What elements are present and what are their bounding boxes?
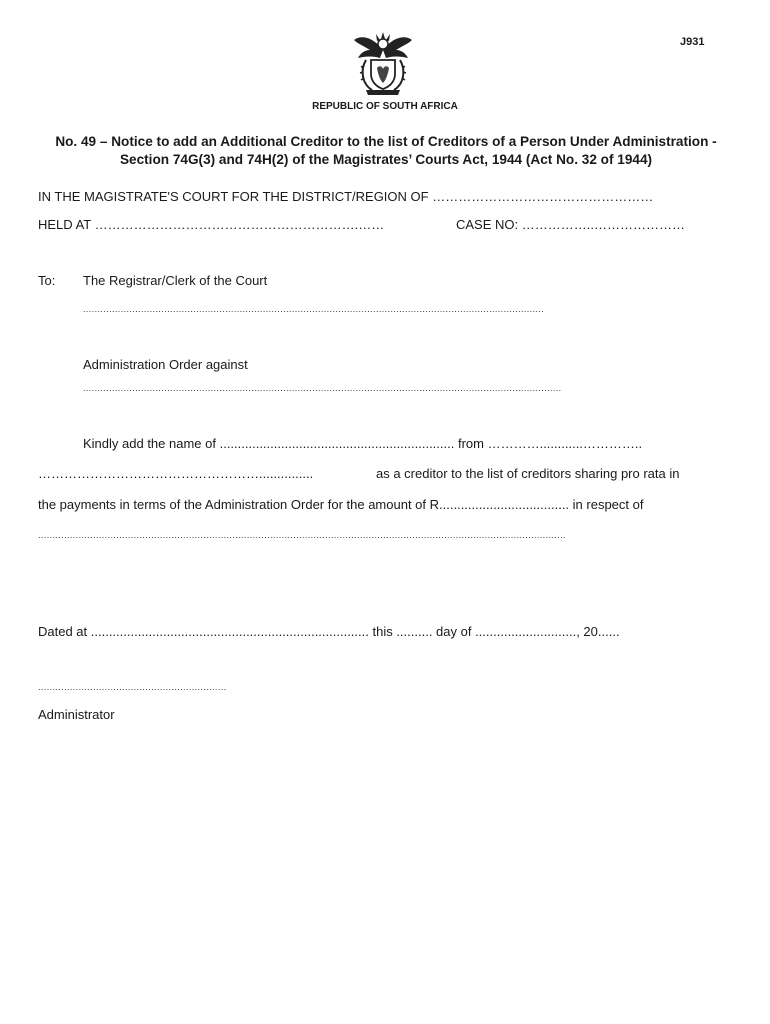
coat-of-arms-icon [352, 30, 414, 96]
form-title-line-2: Section 74G(3) and 74H(2) of the Magistrates’ Courts Act, 1944 (Act No. 32 of 1944) [119, 152, 653, 167]
admin-order-label: Administration Order against [83, 357, 248, 372]
dated-line: Dated at ............................................................................. this .......... day of ............................, 20...... [38, 624, 620, 639]
creditor-line-text: as a creditor to the list of creditors sharing pro rata in [376, 466, 680, 481]
to-label: To: [38, 273, 56, 288]
registrar-dots: ............................................................................................................................................................... [83, 304, 545, 314]
respect-dots: ...................................................................................................................................................................................... [38, 530, 566, 540]
creditor-line-dots: ……………………………………………............... [38, 466, 314, 481]
form-title [38, 133, 734, 169]
administrator-signature-dots: ................................................................. [38, 682, 227, 692]
form-title-line-1: No. 49 – Notice to add an Additional Creditor to the list of Creditors of a Person Under Administration - [55, 134, 717, 149]
admin-order-dots: ..................................................................................................................................................................... [83, 383, 562, 393]
registrar-label: The Registrar/Clerk of the Court [83, 273, 268, 288]
kindly-add-line: Kindly add the name of ................................................................. from …………............………….. [83, 436, 643, 451]
payments-line: the payments in terms of the Administration Order for the amount of R.................................... in respect of [38, 497, 644, 512]
district-line: IN THE MAGISTRATE'S COURT FOR THE DISTRICT/REGION OF …………………………………………… [38, 189, 654, 204]
held-at-line: HELD AT …………………………………………………….…… [38, 217, 385, 232]
case-no-line: CASE NO: ……………..………………… [456, 217, 685, 232]
administrator-label: Administrator [38, 707, 115, 722]
country-heading: REPUBLIC OF SOUTH AFRICA [312, 101, 458, 112]
form-code: J931 [680, 36, 705, 48]
